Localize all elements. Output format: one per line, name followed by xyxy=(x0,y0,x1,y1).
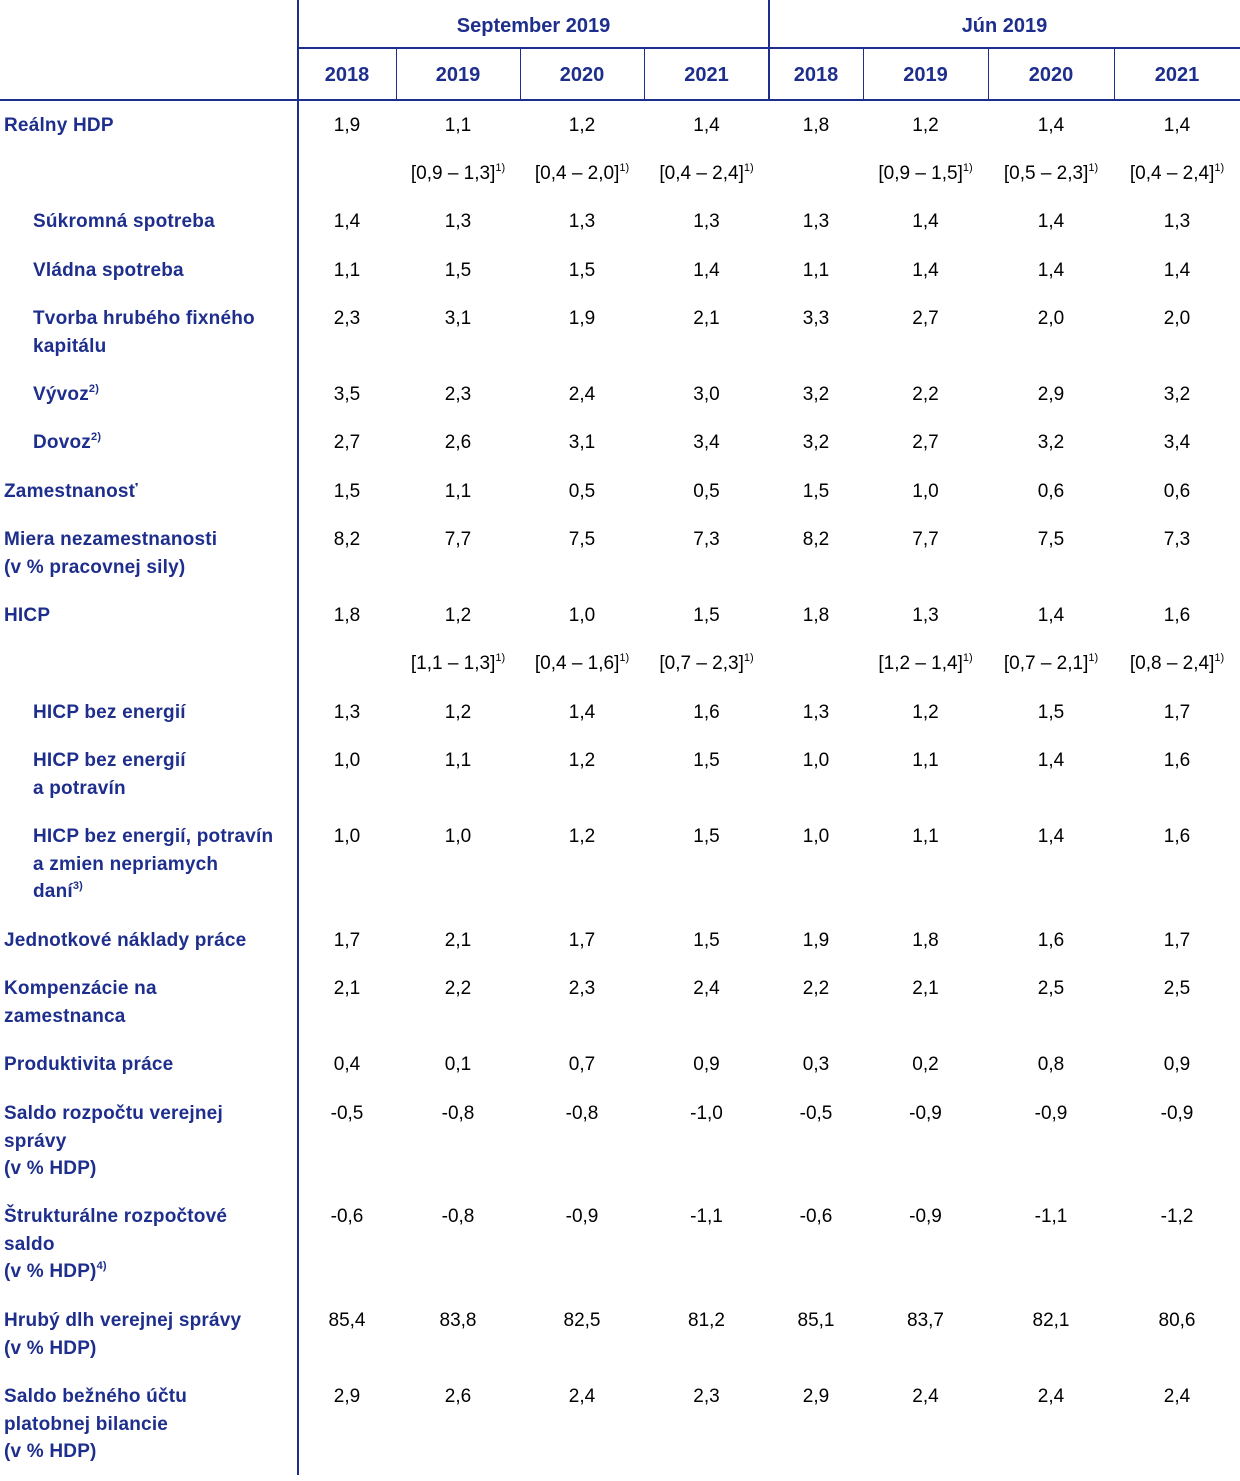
value-cell: 1,4 xyxy=(1037,115,1065,136)
value-cell: 1,2 xyxy=(568,750,596,771)
year-header: 2018 xyxy=(793,64,839,86)
value-cell: 1,2 xyxy=(568,826,596,847)
value-cell: 1,0 xyxy=(912,481,939,502)
value-cell: 2,5 xyxy=(1163,978,1191,999)
value-cell: 2,0 xyxy=(1037,308,1065,329)
footnote-marker: 1) xyxy=(1088,161,1099,174)
row-label-text: Saldo rozpočtu verejnej xyxy=(4,1103,223,1124)
value-cell: 7,7 xyxy=(912,529,939,550)
value-cell: 1,5 xyxy=(693,605,720,626)
value-cell: 0,9 xyxy=(693,1054,720,1075)
row-label xyxy=(4,1203,227,1231)
value-cell: 1,0 xyxy=(802,826,830,847)
value-cell: 1,3 xyxy=(1163,211,1191,232)
value-cell: -0,9 xyxy=(1034,1103,1068,1124)
value-cell: 1,4 xyxy=(1163,115,1191,136)
value-cell: 1,2 xyxy=(444,605,472,626)
value-cell: 2,7 xyxy=(912,432,939,453)
value-cell: 1,6 xyxy=(693,702,720,723)
row-label xyxy=(4,1003,126,1031)
value-cell: 0,1 xyxy=(444,1054,472,1075)
row-label-text: HICP bez energií, potravín xyxy=(33,826,274,847)
value-cell: 3,2 xyxy=(802,432,830,453)
value-cell: 0,5 xyxy=(693,481,720,502)
value-cell: 2,2 xyxy=(444,978,472,999)
value-cell: 1,2 xyxy=(912,115,939,136)
year-header: 2019 xyxy=(435,64,481,86)
range-cell: [0,8 – 2,4]$^{1)}$ xyxy=(1129,651,1225,674)
range-cell: [0,9 – 1,5]$^{1)}$ xyxy=(878,161,973,184)
row-label xyxy=(4,112,114,140)
footnote-marker: 2) xyxy=(91,430,102,443)
range-cell: [0,4 – 1,6]$^{1)}$ xyxy=(534,651,630,674)
value-cell: 82,5 xyxy=(563,1310,601,1331)
value-cell: 1,1 xyxy=(802,260,830,281)
row-label-text: Zamestnanosť xyxy=(4,481,138,502)
footnote-marker: 1) xyxy=(1214,161,1225,174)
row-label xyxy=(4,554,185,582)
year-header: 2020 xyxy=(1028,64,1074,86)
value-cell: 2,4 xyxy=(912,1386,939,1407)
value-cell: 1,4 xyxy=(1037,826,1065,847)
value-cell: 1,5 xyxy=(693,826,720,847)
value-cell: 7,5 xyxy=(1037,529,1065,550)
value-cell: -0,8 xyxy=(565,1103,599,1124)
value-cell: 1,7 xyxy=(568,930,596,951)
value-cell: 1,5 xyxy=(568,260,596,281)
row-label-text: HICP bez energií xyxy=(33,750,186,771)
column-divider-rule xyxy=(644,49,645,101)
year-header: 2018 xyxy=(324,64,370,86)
row-label-text: Jednotkové náklady práce xyxy=(4,930,247,951)
column-divider-rule xyxy=(520,49,521,101)
range-cell: [0,7 – 2,3]$^{1)}$ xyxy=(659,651,754,674)
value-cell: 2,4 xyxy=(568,1386,596,1407)
value-cell: 3,4 xyxy=(1163,432,1191,453)
value-cell: 2,4 xyxy=(693,978,720,999)
group-header-september-2019: September 2019 xyxy=(456,15,611,37)
row-label-text: saldo xyxy=(4,1233,55,1255)
year-header: 2020 xyxy=(559,64,605,86)
value-cell: 1,5 xyxy=(802,481,830,502)
value-cell: 1,3 xyxy=(568,211,596,232)
value-cell: 83,7 xyxy=(907,1310,944,1331)
footnote-marker: 1) xyxy=(743,161,754,174)
value-cell: 1,6 xyxy=(1163,750,1191,771)
value-cell: 1,8 xyxy=(802,605,830,626)
value-cell: -1,1 xyxy=(1034,1206,1068,1227)
row-label-text: (v % HDP) xyxy=(4,1158,97,1179)
row-label-text: zamestnanca xyxy=(4,1005,126,1027)
value-cell: 1,6 xyxy=(1037,930,1065,951)
row-label-text: a zmien nepriamych xyxy=(33,853,219,875)
row-label xyxy=(4,1307,241,1335)
row-label-text: Reálny HDP xyxy=(4,115,114,136)
value-cell: 1,1 xyxy=(333,260,361,281)
value-cell: 0,6 xyxy=(1037,481,1065,502)
value-cell: 1,5 xyxy=(1037,702,1065,723)
footnote-marker: 1) xyxy=(962,161,973,174)
value-cell: 2,3 xyxy=(333,308,361,329)
value-cell: -0,6 xyxy=(799,1206,833,1227)
value-cell: 1,8 xyxy=(912,930,939,951)
value-cell: 85,4 xyxy=(328,1310,366,1331)
range-cell: [0,7 – 2,1]$^{1)}$ xyxy=(1003,651,1099,674)
column-divider-rule xyxy=(396,49,397,101)
value-cell: 2,1 xyxy=(333,978,361,999)
value-cell: 1,3 xyxy=(333,702,361,723)
value-cell: 2,5 xyxy=(1037,978,1065,999)
row-label-text: daní xyxy=(33,881,73,902)
value-cell: 1,0 xyxy=(333,750,361,771)
value-cell: 1,8 xyxy=(802,115,830,136)
value-cell: 1,5 xyxy=(333,481,361,502)
value-cell: 1,5 xyxy=(444,260,472,281)
row-label-text: Produktivita práce xyxy=(4,1054,174,1075)
row-label-text: Tvorba hrubého fixného xyxy=(33,308,255,329)
value-cell: 2,6 xyxy=(444,432,472,453)
row-label-text: HICP xyxy=(4,605,51,626)
value-cell: 0,6 xyxy=(1163,481,1191,502)
row-label xyxy=(33,208,215,236)
value-cell: -0,5 xyxy=(330,1103,364,1124)
value-cell: 2,7 xyxy=(912,308,939,329)
row-label xyxy=(33,775,126,803)
value-cell: 1,6 xyxy=(1163,605,1191,626)
value-cell: 1,3 xyxy=(693,211,720,232)
value-cell: 2,1 xyxy=(444,930,472,951)
value-cell: 1,1 xyxy=(444,481,472,502)
value-cell: 1,9 xyxy=(568,308,596,329)
value-cell: -1,2 xyxy=(1160,1206,1194,1227)
value-cell: -0,8 xyxy=(441,1103,475,1124)
row-label xyxy=(33,851,218,879)
value-cell: 2,2 xyxy=(802,978,830,999)
group-divider-rule xyxy=(768,0,770,101)
value-cell: 2,4 xyxy=(1163,1386,1191,1407)
row-label xyxy=(33,747,186,775)
value-cell: 1,4 xyxy=(693,115,720,136)
footnote-marker: 3) xyxy=(72,879,84,892)
range-cell: [0,4 – 2,4]$^{1)}$ xyxy=(1129,161,1225,184)
value-cell: 3,4 xyxy=(693,432,720,453)
row-label xyxy=(33,333,106,361)
value-cell: 1,0 xyxy=(568,605,596,626)
value-cell: 7,3 xyxy=(693,529,720,550)
row-label-text: HICP bez energií xyxy=(33,702,186,723)
value-cell: 1,9 xyxy=(333,115,361,136)
value-cell: 1,0 xyxy=(802,750,830,771)
row-label xyxy=(33,878,83,906)
row-label xyxy=(33,381,99,409)
value-cell: 2,6 xyxy=(444,1386,472,1407)
row-label-text: Hrubý dlh verejnej správy xyxy=(4,1310,242,1331)
value-cell: 85,1 xyxy=(797,1310,835,1331)
footnote-marker: 1) xyxy=(495,161,506,174)
footnote-marker: 1) xyxy=(1214,651,1225,664)
footnote-marker: 4) xyxy=(96,1259,107,1272)
value-cell: 1,4 xyxy=(912,211,939,232)
value-cell: -0,9 xyxy=(565,1206,599,1227)
value-cell: 1,2 xyxy=(912,702,939,723)
value-cell: 0,5 xyxy=(568,481,596,502)
year-header: 2021 xyxy=(684,64,729,86)
row-label xyxy=(4,1100,223,1128)
value-cell: 1,4 xyxy=(1037,260,1065,281)
range-cell: [0,4 – 2,4]$^{1)}$ xyxy=(659,161,754,184)
value-cell: 1,7 xyxy=(333,930,361,951)
row-label-text: (v % HDP) xyxy=(4,1261,97,1282)
value-cell: 1,4 xyxy=(693,260,720,281)
value-cell: 2,3 xyxy=(444,384,472,405)
value-cell: 2,1 xyxy=(693,308,720,329)
value-cell: 1,4 xyxy=(1163,260,1191,281)
row-label xyxy=(33,429,101,457)
row-label-text: a potravín xyxy=(33,777,126,799)
value-cell: 1,5 xyxy=(693,750,720,771)
value-cell: 1,7 xyxy=(1163,702,1191,723)
row-label-text: Dovoz xyxy=(33,432,91,453)
value-cell: 1,4 xyxy=(1037,211,1065,232)
row-label-text: Vývoz xyxy=(33,384,89,405)
row-label xyxy=(4,1128,66,1156)
value-cell: 2,3 xyxy=(568,978,596,999)
value-cell: 3,5 xyxy=(333,384,361,405)
value-cell: 2,7 xyxy=(333,432,361,453)
value-cell: 2,0 xyxy=(1163,308,1191,329)
value-cell: 7,3 xyxy=(1163,529,1191,550)
value-cell: 2,9 xyxy=(333,1386,361,1407)
value-cell: 1,1 xyxy=(444,115,472,136)
value-cell: 1,9 xyxy=(802,930,830,951)
value-cell: 2,4 xyxy=(568,384,596,405)
row-label xyxy=(33,699,186,727)
row-label-text: Miera nezamestnanosti xyxy=(4,529,218,550)
row-label-text: Vládna spotreba xyxy=(33,260,184,281)
row-label xyxy=(4,1411,168,1439)
row-label xyxy=(4,975,157,1003)
row-label-text: Kompenzácie na xyxy=(4,978,157,999)
range-cell: [0,4 – 2,0]$^{1)}$ xyxy=(534,161,630,184)
row-label xyxy=(4,1231,55,1259)
row-label-text: Saldo bežného účtu xyxy=(4,1386,188,1407)
value-cell: 82,1 xyxy=(1032,1310,1070,1331)
value-cell: 1,7 xyxy=(1163,930,1191,951)
value-cell: 1,0 xyxy=(444,826,472,847)
value-cell: 2,9 xyxy=(1037,384,1065,405)
row-label-text: (v % HDP) xyxy=(4,1337,97,1359)
value-cell: 7,5 xyxy=(568,529,596,550)
year-header: 2021 xyxy=(1154,64,1200,86)
value-cell: 2,2 xyxy=(912,384,939,405)
value-cell: 1,4 xyxy=(1037,605,1065,626)
row-label-text: (v % HDP) xyxy=(4,1441,97,1462)
row-label-text: Súkromná spotreba xyxy=(33,211,215,232)
row-label xyxy=(4,478,138,506)
column-divider-rule xyxy=(1114,49,1115,101)
range-cell: [0,9 – 1,3]$^{1)}$ xyxy=(410,161,506,184)
row-label-text: Štrukturálne rozpočtové xyxy=(4,1206,228,1227)
row-label xyxy=(4,602,50,630)
value-cell: 0,8 xyxy=(1037,1054,1065,1075)
footnote-marker: 1) xyxy=(743,651,754,664)
value-cell: 3,1 xyxy=(444,308,472,329)
value-cell: 2,9 xyxy=(802,1386,830,1407)
value-cell: 1,3 xyxy=(444,211,472,232)
value-cell: -0,5 xyxy=(799,1103,833,1124)
footnote-marker: 1) xyxy=(1088,651,1099,664)
value-cell: 1,3 xyxy=(802,702,830,723)
value-cell: 81,2 xyxy=(688,1310,725,1331)
value-cell: 3,1 xyxy=(568,432,596,453)
value-cell: 7,7 xyxy=(444,529,472,550)
value-cell: 1,2 xyxy=(568,115,596,136)
footnote-marker: 1) xyxy=(962,651,973,664)
footnote-marker: 1) xyxy=(619,161,630,174)
value-cell: 3,0 xyxy=(693,384,720,405)
row-label xyxy=(4,526,217,554)
value-cell: 1,0 xyxy=(333,826,361,847)
value-cell: 0,4 xyxy=(333,1054,361,1075)
group-header-jun-2019: Jún 2019 xyxy=(961,15,1048,37)
value-cell: 3,2 xyxy=(802,384,830,405)
row-label-text: (v % pracovnej sily) xyxy=(4,556,186,578)
range-cell: [1,1 – 1,3]$^{1)}$ xyxy=(410,651,506,674)
value-cell: 1,6 xyxy=(1163,826,1191,847)
row-label xyxy=(4,927,246,955)
value-cell: 3,2 xyxy=(1163,384,1191,405)
footnote-marker: 1) xyxy=(619,651,630,664)
row-label xyxy=(4,1383,187,1411)
value-cell: 3,2 xyxy=(1037,432,1065,453)
value-cell: -0,9 xyxy=(1160,1103,1194,1124)
row-label xyxy=(4,1438,97,1466)
value-cell: -1,1 xyxy=(690,1206,723,1227)
value-cell: -0,9 xyxy=(909,1206,942,1227)
value-cell: 83,8 xyxy=(439,1310,477,1331)
footnote-marker: 2) xyxy=(88,382,100,395)
row-label xyxy=(33,305,255,333)
value-cell: -1,0 xyxy=(690,1103,723,1124)
value-cell: -0,8 xyxy=(441,1206,475,1227)
row-label xyxy=(4,1155,97,1183)
value-cell: 3,3 xyxy=(802,308,830,329)
value-cell: 1,3 xyxy=(912,605,939,626)
value-cell: -0,6 xyxy=(330,1206,364,1227)
value-cell: 1,1 xyxy=(912,826,939,847)
value-cell: 8,2 xyxy=(333,529,361,550)
value-cell: 80,6 xyxy=(1158,1310,1196,1331)
header-bottom-rule xyxy=(0,99,1240,101)
row-label-text: platobnej bilancie xyxy=(4,1413,169,1435)
value-cell: 1,8 xyxy=(333,605,361,626)
value-cell: 2,3 xyxy=(693,1386,720,1407)
row-label xyxy=(4,1335,97,1363)
value-cell: 2,4 xyxy=(1037,1386,1065,1407)
row-label xyxy=(33,257,184,285)
value-cell: 1,5 xyxy=(693,930,720,951)
value-cell: 0,3 xyxy=(802,1054,830,1075)
value-cell: 2,1 xyxy=(912,978,939,999)
row-label xyxy=(4,1258,107,1286)
value-cell: 0,9 xyxy=(1163,1054,1191,1075)
value-cell: 1,4 xyxy=(1037,750,1065,771)
year-header: 2019 xyxy=(903,64,948,86)
value-cell: 8,2 xyxy=(802,529,830,550)
value-cell: 1,3 xyxy=(802,211,830,232)
value-cell: 1,4 xyxy=(333,211,361,232)
range-cell: [0,5 – 2,3]$^{1)}$ xyxy=(1003,161,1099,184)
range-cell: [1,2 – 1,4]$^{1)}$ xyxy=(878,651,973,674)
row-label-text: kapitálu xyxy=(33,335,107,357)
footnote-marker: 1) xyxy=(495,651,506,664)
value-cell: 1,2 xyxy=(444,702,472,723)
value-cell: 0,2 xyxy=(912,1054,939,1075)
column-divider-rule xyxy=(988,49,989,101)
value-cell: 0,7 xyxy=(568,1054,596,1075)
value-cell: 1,1 xyxy=(444,750,472,771)
row-label-text: správy xyxy=(4,1130,67,1152)
value-cell: 1,4 xyxy=(568,702,596,723)
value-cell: 1,4 xyxy=(912,260,939,281)
column-divider-rule xyxy=(863,49,864,101)
row-label xyxy=(4,1051,173,1079)
value-cell: 1,1 xyxy=(912,750,939,771)
row-label xyxy=(33,823,273,851)
value-cell: -0,9 xyxy=(909,1103,942,1124)
